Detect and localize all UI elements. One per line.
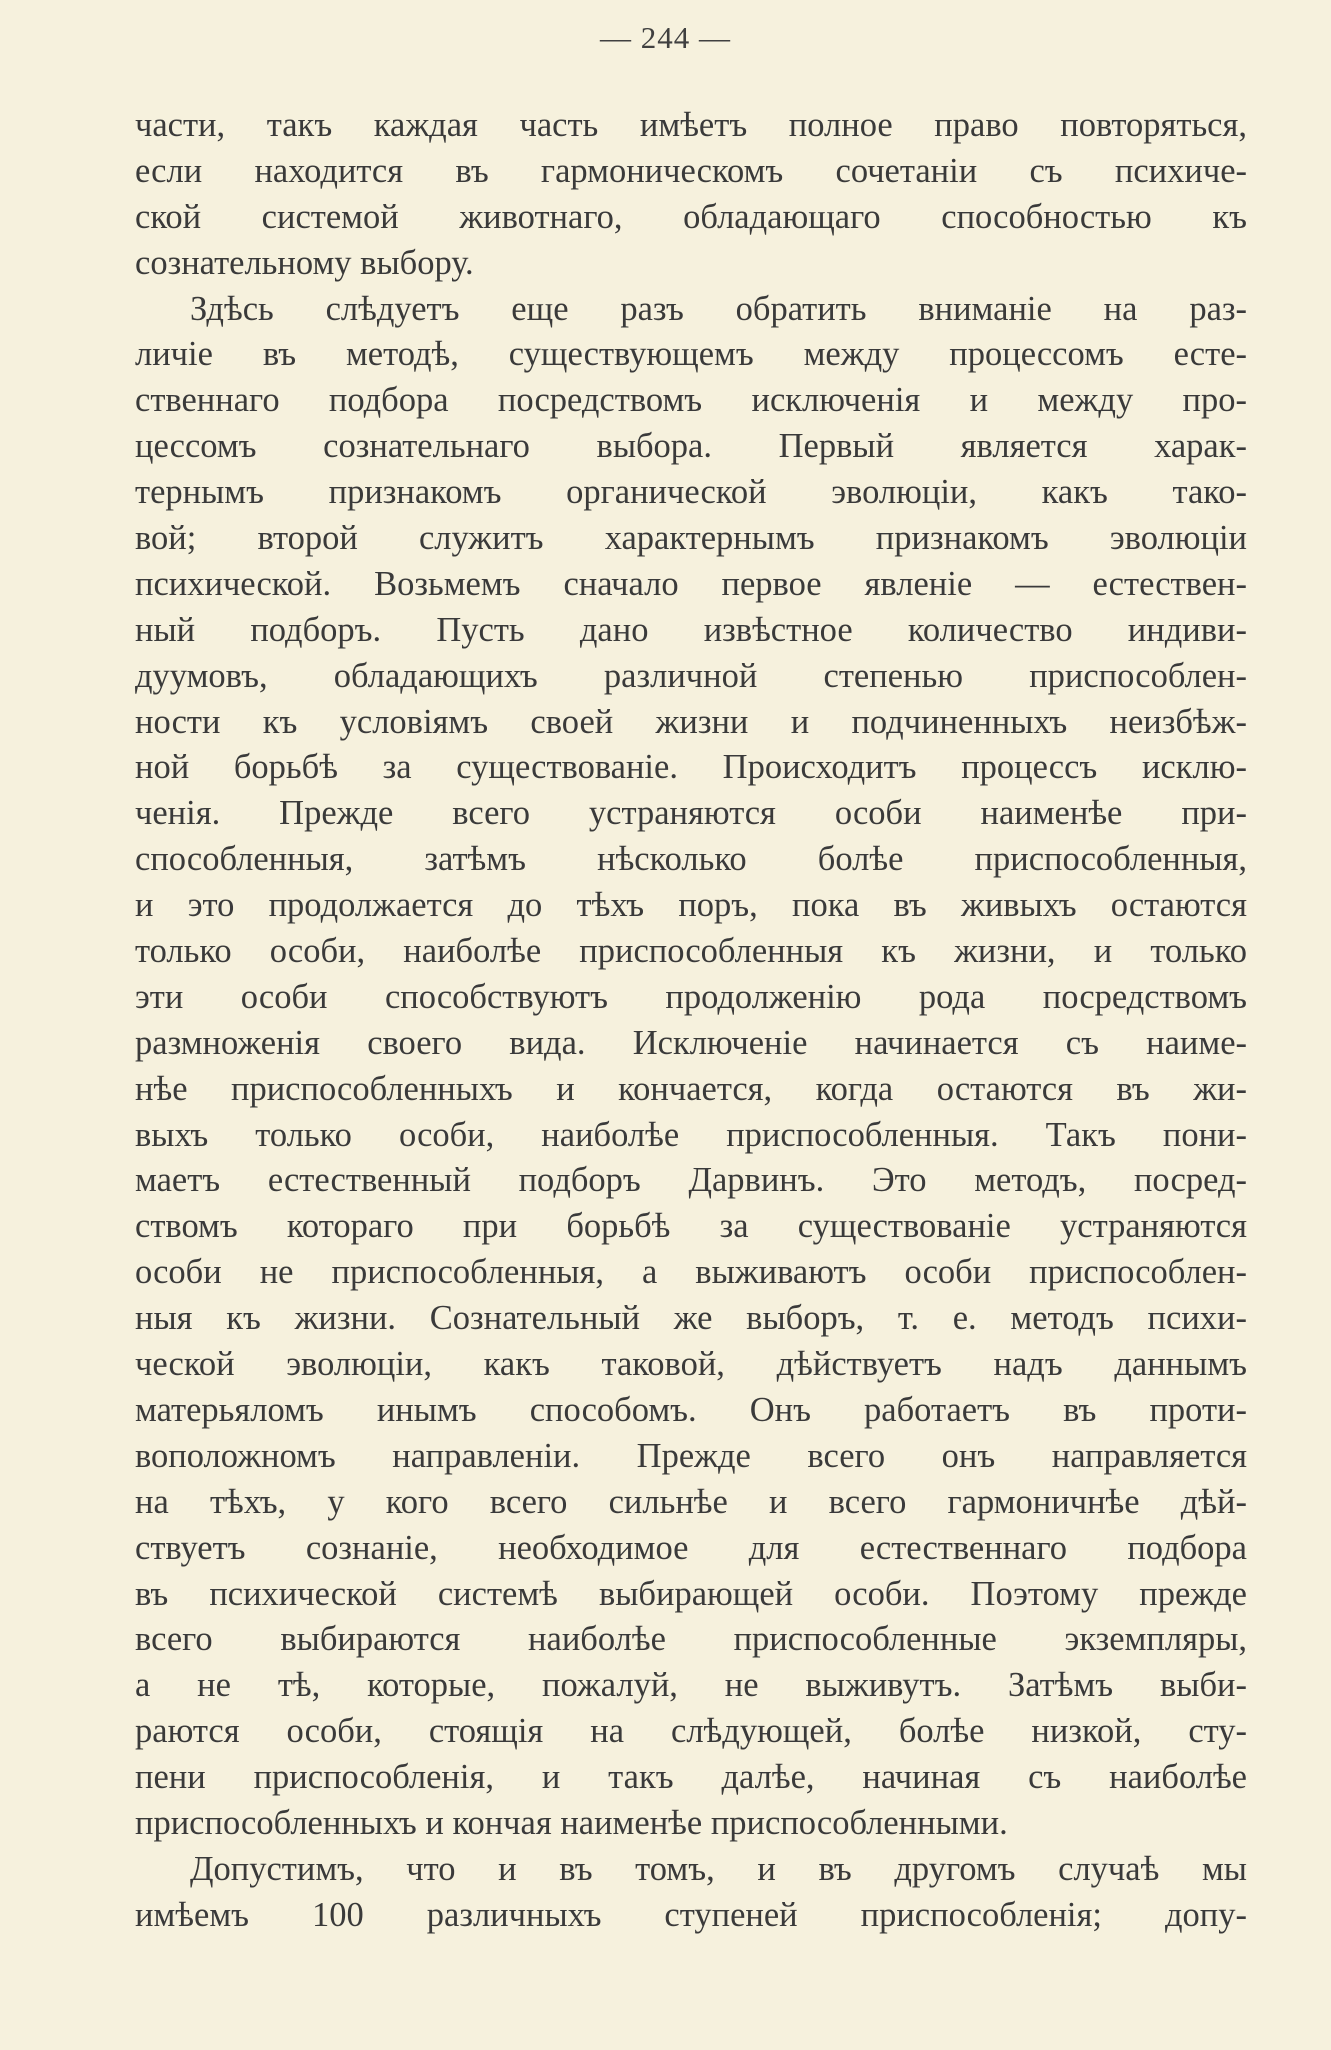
text-line: матерьяломъ инымъ способомъ. Онъ работаетъ въ проти- [135, 1390, 1247, 1429]
text-line: дуумовъ, обладающихъ различной степенью приспособлен- [135, 656, 1247, 695]
text-line: психической. Возьмемъ сначало первое явленіе — естествен- [135, 564, 1247, 603]
text-line: выхъ только особи, наиболѣе приспособленныя. Такъ пони- [135, 1115, 1247, 1154]
text-line: ный подборъ. Пусть дано извѣстное количество индиви- [135, 610, 1247, 649]
text-line: въ психической системѣ выбирающей особи. Поэтому прежде [135, 1574, 1247, 1613]
text-line: сознательному выбору. [135, 243, 474, 282]
text-line: воположномъ направленіи. Прежде всего онъ направляется [135, 1436, 1247, 1475]
text-line: вой; второй служитъ характернымъ признакомъ эволюціи [135, 519, 1247, 558]
text-line: маетъ естественный подборъ Дарвинъ. Это методъ, посред- [135, 1161, 1247, 1200]
text-line: размноженія своего вида. Исключеніе начинается съ наиме- [135, 1023, 1247, 1062]
text-line: ской системой животнаго, обладающаго способностью къ [135, 197, 1247, 236]
text-line: цессомъ сознательнаго выбора. Первый является харак- [135, 427, 1247, 466]
text-line: всего выбираются наиболѣе приспособленные экземпляры, [135, 1620, 1247, 1659]
text-line: Здѣсь слѣдуетъ еще разъ обратить вниманіе на раз- [190, 289, 1247, 328]
text-line: ствомъ котораго при борьбѣ за существованіе устраняются [135, 1207, 1247, 1246]
text-line: только особи, наиболѣе приспособленныя къ жизни, и только [135, 932, 1247, 971]
text-line: особи не приспособленныя, а выживаютъ особи приспособлен- [135, 1253, 1247, 1292]
text-line: пени приспособленія, и такъ далѣе, начиная съ наиболѣе [135, 1758, 1247, 1797]
text-line: и это продолжается до тѣхъ поръ, пока въ живыхъ остаются [135, 886, 1247, 925]
text-line: ченія. Прежде всего устраняются особи наименѣе при- [135, 794, 1247, 833]
text-line: ствуетъ сознаніе, необходимое для естественнаго подбора [135, 1528, 1247, 1567]
text-line: тернымъ признакомъ органической эволюціи, какъ тако- [135, 473, 1247, 512]
text-line: нѣе приспособленныхъ и кончается, когда остаются въ жи- [135, 1069, 1247, 1108]
text-line: личіе въ методѣ, существующемъ между процессомъ есте- [135, 335, 1247, 374]
text-line: части, такъ каждая часть имѣетъ полное право повторяться, [135, 106, 1247, 144]
text-line: приспособленныхъ и кончая наименѣе приспособленными. [135, 1803, 1008, 1842]
text-line: эти особи способствуютъ продолженію рода посредствомъ [135, 977, 1247, 1016]
text-line: ственнаго подбора посредствомъ исключенія и между про- [135, 381, 1247, 420]
text-line: способленныя, затѣмъ нѣсколько болѣе приспособленныя, [135, 840, 1247, 879]
body-text [135, 103, 1247, 1939]
text-line: а не тѣ, которые, пожалуй, не выживутъ. Затѣмъ выби- [135, 1666, 1247, 1705]
text-line: если находится въ гармоническомъ сочетаніи съ психиче- [135, 151, 1247, 190]
text-line: ческой эволюціи, какъ таковой, дѣйствуетъ надъ даннымъ [135, 1345, 1247, 1384]
text-line: ности къ условіямъ своей жизни и подчиненныхъ неизбѣж- [135, 702, 1247, 741]
text-line: ной борьбѣ за существованіе. Происходитъ процессъ исклю- [135, 748, 1247, 787]
text-line: раются особи, стоящія на слѣдующей, болѣе низкой, сту- [135, 1712, 1247, 1751]
text-line: имѣемъ 100 различныхъ ступеней приспособленія; допу- [135, 1895, 1247, 1934]
text-line: ныя къ жизни. Сознательный же выборъ, т. е. методъ психи- [135, 1299, 1247, 1338]
text-line: Допустимъ, что и въ томъ, и въ другомъ случаѣ мы [190, 1849, 1247, 1888]
text-line: на тѣхъ, у кого всего сильнѣе и всего гармоничнѣе дѣй- [135, 1482, 1247, 1521]
page-number: — 244 — [600, 20, 731, 55]
